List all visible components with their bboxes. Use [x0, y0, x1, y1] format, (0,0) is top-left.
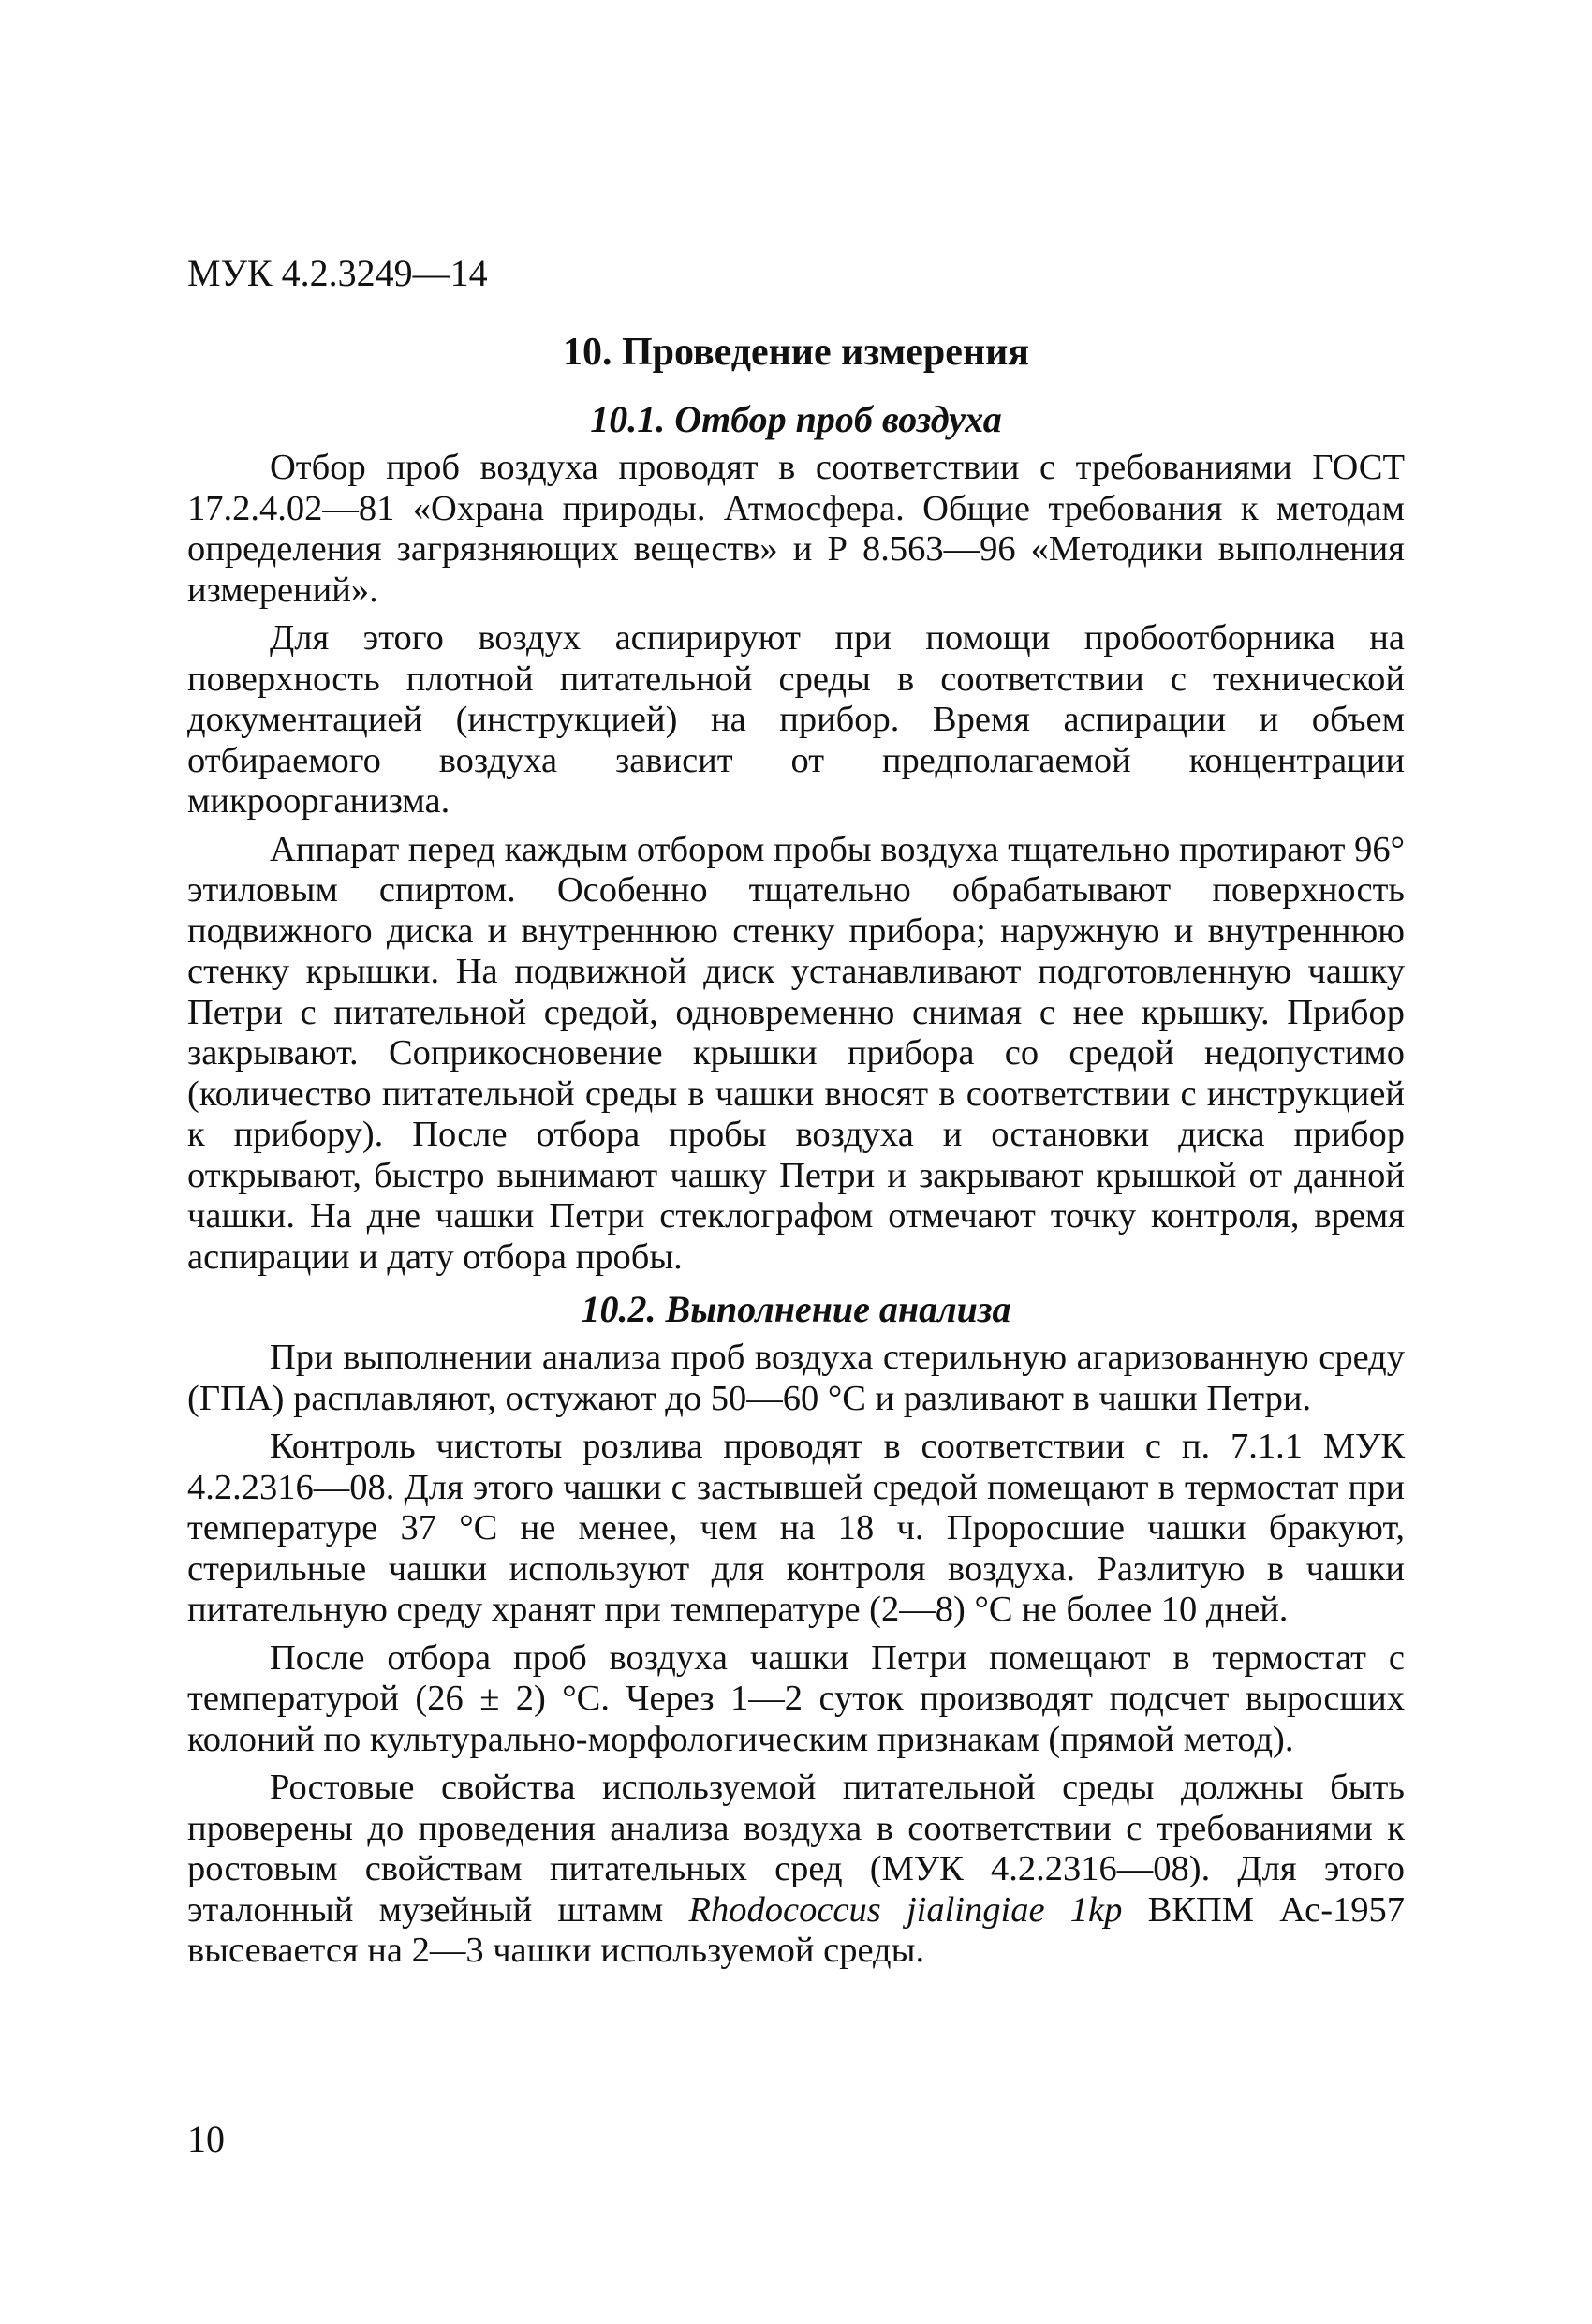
paragraph: При выполнении анализа проб воздуха стерильную агаризованную среду (ГПА) расплавляют, остужают до 50—60 °С и разливают в чашки Петри. [187, 1338, 1405, 1418]
paragraph: После отбора проб воздуха чашки Петри помещают в термостат с температурой (26 ± 2) °С. Через 1—2 суток производят подсчет выросших колоний по культурально-морфологическим признакам (прямой метод). [187, 1637, 1405, 1759]
paragraph-text-before-species: Ростовые свойства используемой питательной среды должны быть проверены до проведения анализа воздуха в соответствии с требованиями к ростовым свойствам питательных сред (МУК 4.2.2316—08). Для этого эталонный музейный штамм [187, 1768, 1405, 1930]
subsection-title-10-2: 10.2. Выполнение анализа [581, 1288, 1011, 1330]
document-code: МУК 4.2.3249—14 [187, 252, 488, 294]
paragraph-text-after-species: ВКПМ Ас-1957 высевается на 2—3 чашки используемой среды. [187, 1889, 1406, 1970]
paragraph: Отбор проб воздуха проводят в соответствии с требованиями ГОСТ 17.2.4.02—81 «Охрана природы. Атмосфера. Общие требования к методам определения загрязняющих веществ» и Р 8.563—96 «Методики выполнения измерений». [187, 448, 1405, 610]
body-column [187, 328, 1405, 1979]
paragraph-growth-properties [187, 1768, 1405, 1972]
paragraph: Аппарат перед каждым отбором пробы воздуха тщательно протирают 96° этиловым спиртом. Особенно тщательно обрабатывают поверхность подвижного диска и внутреннюю стенку прибора; наружную и внутреннюю стенку крышки. На подвижной диск устанавливают подготовленную чашку Петри с питательной средой, одновременно снимая с нее крышку. Прибор закрывают. Соприкосновение крышки прибора со средой недопустимо (количество питательной среды в чашки вносят в соответствии с инструкцией к прибору). После отбора пробы воздуха и остановки диска прибор открывают, быстро вынимают чашку Петри и закрывают крышкой от данной чашки. На дне чашки Петри стеклографом отмечают точку контроля, время аспирации и дату отбора пробы. [187, 829, 1405, 1277]
species-name: Rhodococcus jialingiae 1kp [688, 1889, 1123, 1930]
subsection-title-10-1: 10.1. Отбор проб воздуха [590, 398, 1002, 440]
section-title: 10. Проведение измерения [562, 331, 1030, 374]
paragraph: Контроль чистоты розлива проводят в соответствии с п. 7.1.1 МУК 4.2.2316—08. Для этого чашки с застывшей средой помещают в термостат при температуре 37 °С не менее, чем на 18 ч. Проросшие чашки бракуют, стерильные чашки используют для контроля воздуха. Разлитую в чашки питательную среду хранят при температуре (2—8) °С не более 10 дней. [187, 1427, 1405, 1629]
paragraph: Для этого воздух аспирируют при помощи пробоотборника на поверхность плотной питательной среды в соответствии с технической документацией (инструкцией) на прибор. Время аспирации и объем отбираемого воздуха зависит от предполагаемой концентрации микроорганизма. [187, 618, 1405, 821]
page-number: 10 [187, 2118, 225, 2160]
